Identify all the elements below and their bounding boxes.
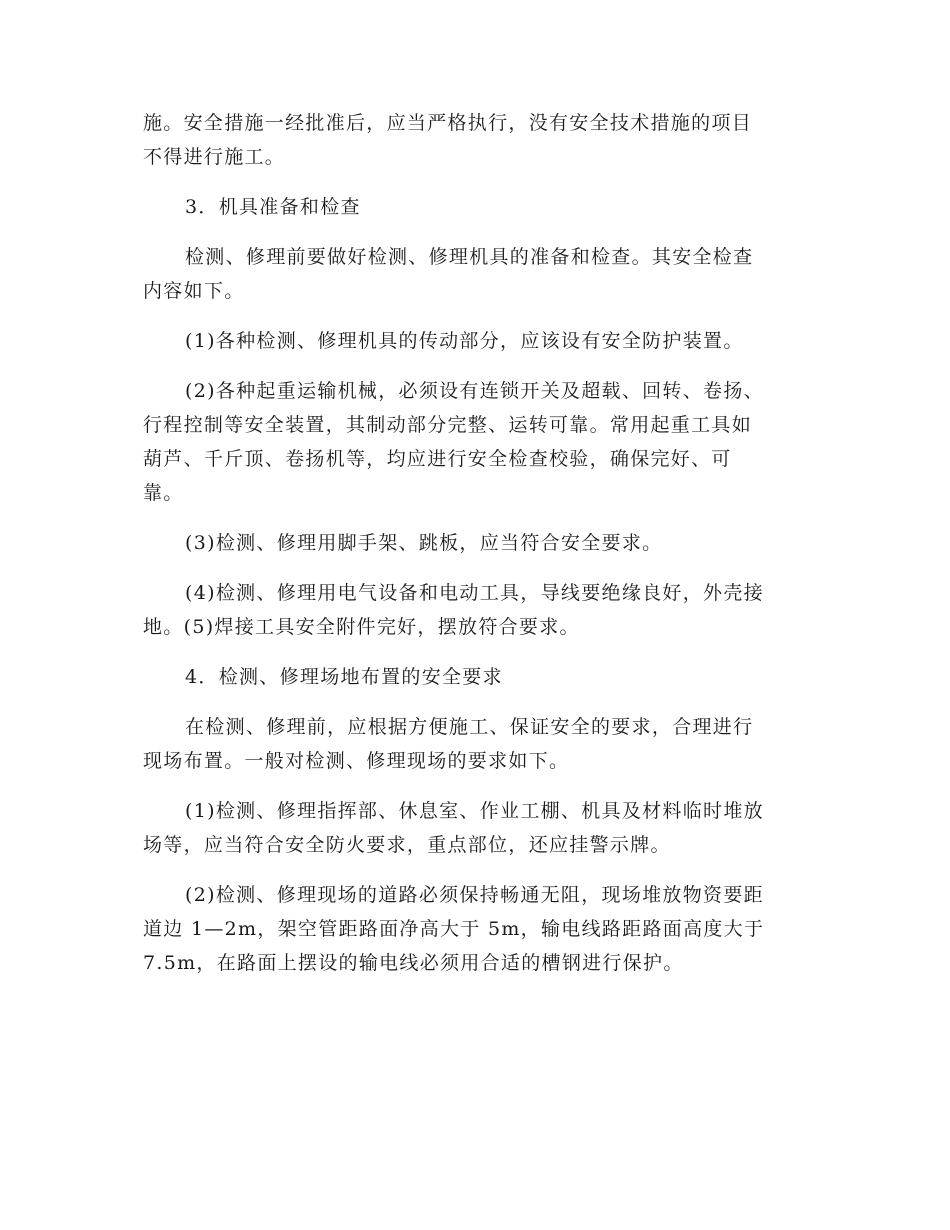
list-item-4 [143, 576, 807, 644]
text-line: (2)检测、修理现场的道路必须保持畅通无阻，现场堆放物资要距 [185, 884, 764, 906]
section-heading-3 [143, 190, 807, 224]
heading-text: 3．机具准备和检查 [185, 196, 361, 218]
list-item-5 [143, 794, 807, 862]
text-line: 在检测、修理前，应根据方便施工、保证安全的要求，合理进行 [185, 716, 754, 738]
text-line: 葫芦、千斤顶、卷扬机等，均应进行安全检查校验，确保完好、可 [143, 448, 732, 470]
text-line: 7.5m，在路面上摆设的输电线必须用合适的槽钢进行保护。 [143, 952, 684, 974]
text-line: 不得进行施工。 [143, 146, 286, 168]
document-body [143, 106, 807, 996]
text-line: 内容如下。 [143, 280, 245, 302]
text-line: (3)检测、修理用脚手架、跳板，应当符合安全要求。 [185, 532, 663, 554]
paragraph-3 [143, 240, 807, 308]
text-line: 靠。 [143, 482, 184, 504]
text-line: 道边 1—2m，架空管距路面净高大于 5m，输电线路距路面高度大于 [143, 918, 765, 940]
section-heading-4 [143, 660, 807, 694]
text-line: 检测、修理前要做好检测、修理机具的准备和检查。其安全检查 [185, 246, 754, 268]
text-line: (1)检测、修理指挥部、休息室、作业工棚、机具及材料临时堆放 [185, 800, 764, 822]
text-line: 行程控制等安全装置，其制动部分完整、运转可靠。常用起重工具如 [143, 414, 753, 436]
text-line: (2)各种起重运输机械，必须设有连锁开关及超载、回转、卷扬、 [185, 380, 764, 402]
list-item-3 [143, 526, 807, 560]
list-item-2 [143, 374, 807, 510]
text-line: 施。安全措施一经批准后，应当严格执行，没有安全技术措施的项目 [143, 112, 753, 134]
text-line: 现场布置。一般对检测、修理现场的要求如下。 [143, 750, 570, 772]
text-line: 场等，应当符合安全防火要求，重点部位，还应挂警示牌。 [143, 834, 671, 856]
text-line: 地。(5)焊接工具安全附件完好，摆放符合要求。 [143, 616, 580, 638]
paragraph-1 [143, 106, 807, 174]
paragraph-9 [143, 710, 807, 778]
list-item-6 [143, 878, 807, 980]
list-item-1 [143, 324, 807, 358]
text-line: (1)各种检测、修理机具的传动部分，应该设有安全防护装置。 [185, 330, 744, 352]
heading-text: 4．检测、修理场地布置的安全要求 [185, 666, 503, 688]
text-line: (4)检测、修理用电气设备和电动工具，导线要绝缘良好，外壳接 [185, 582, 764, 604]
